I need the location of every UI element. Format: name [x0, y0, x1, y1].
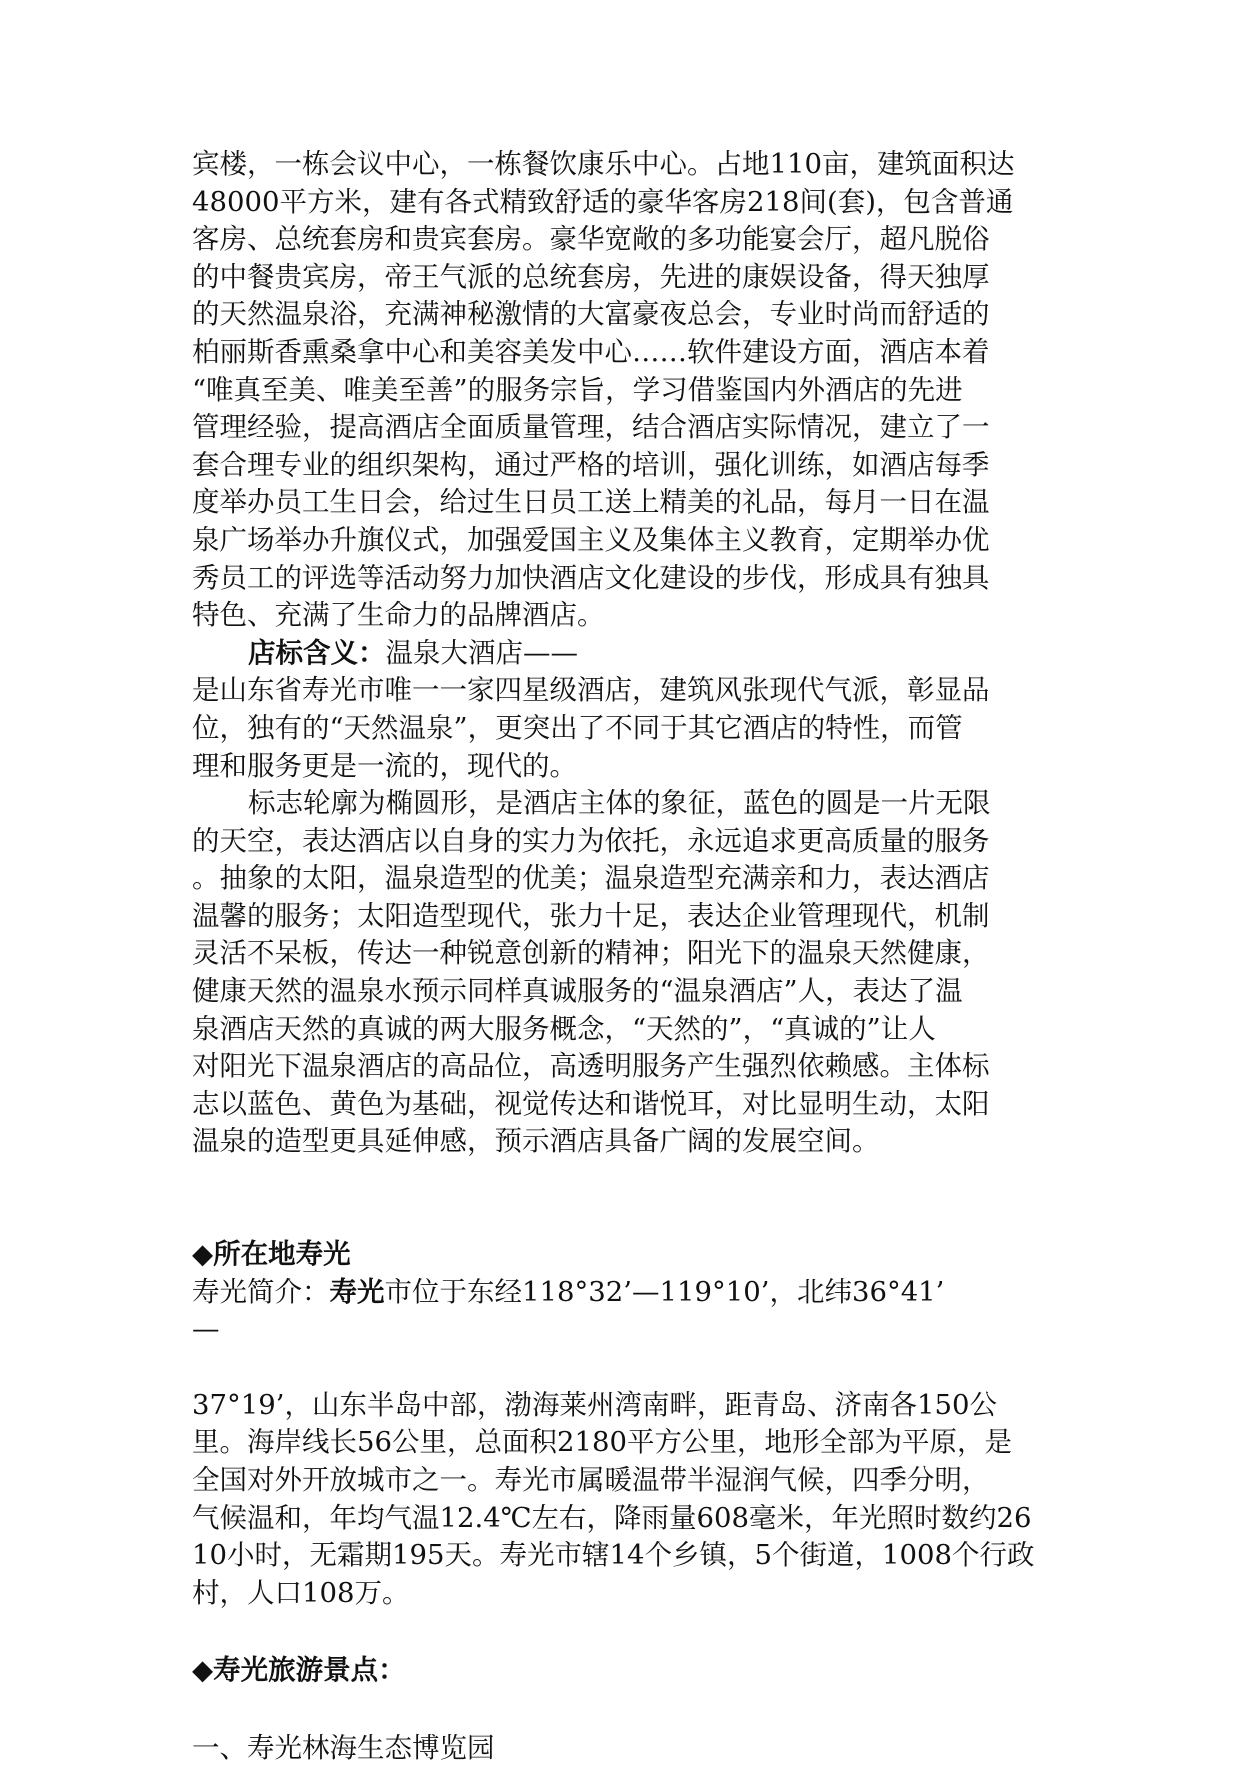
- text-line: 48000平方米，建有各式精致舒适的豪华客房218间(套)，包含普通: [192, 185, 1014, 218]
- dash-line: —: [192, 1313, 220, 1346]
- intro-city-name: 寿光: [329, 1275, 385, 1308]
- text-line: 里。海岸线长56公里，总面积2180平方公里，地形全部为平原，是: [192, 1426, 1012, 1459]
- text-line: 秀员工的评选等活动努力加快酒店文化建设的步伐，形成具有独具: [192, 561, 990, 594]
- text-line: 全国对外开放城市之一。寿光市属暖温带半湿润气候，四季分明，: [192, 1464, 990, 1496]
- document-body: [192, 146, 1050, 1768]
- text-line: 温泉的造型更具延伸感，预示酒店具备广阔的发展空间。: [192, 1125, 880, 1158]
- text-line: 灵活不呆板，传达一种锐意创新的精神；阳光下的温泉天然健康，: [192, 937, 990, 970]
- spacer: [192, 1161, 1050, 1236]
- text-line: 管理经验，提高酒店全面质量管理，结合酒店实际情况，建立了一: [192, 411, 990, 444]
- text-line: “唯真至美、唯美至善”的服务宗旨，学习借鉴国内外酒店的先进: [192, 373, 963, 406]
- logo-meaning-paragraph: [192, 635, 1050, 785]
- text-line: 标志轮廓为椭圆形，是酒店主体的象征，蓝色的圆是一片无限: [248, 787, 991, 820]
- text-line: 度举办员工生日会，给过生日员工送上精美的礼品，每月一日在温: [192, 486, 990, 519]
- logo-meaning-lead-line: [192, 635, 1050, 673]
- logo-meaning-label: 店标含义：: [248, 636, 386, 669]
- text-line: 村，人口108万。: [192, 1576, 410, 1609]
- text-line: 健康天然的温泉水预示同样真诚服务的“温泉酒店”人，表达了温: [192, 975, 963, 1008]
- section-heading: ◆所在地寿光: [192, 1238, 351, 1271]
- text-line: 宾楼，一栋会议中心，一栋餐饮康乐中心。占地110亩，建筑面积达: [192, 148, 1015, 180]
- intro-coordinates: 市位于东经118°32’—119°10’，北纬36°41’: [384, 1275, 945, 1308]
- text-line: 。抽象的太阳，温泉造型的优美；温泉造型充满亲和力，表达酒店: [192, 862, 990, 895]
- text-line: 泉广场举办升旗仪式，加强爱国主义及集体主义教育，定期举办优: [192, 523, 990, 556]
- spacer: [192, 1690, 1050, 1730]
- text-line: 泉酒店天然的真诚的两大服务概念，“天然的”，“真诚的”让人: [192, 1012, 936, 1045]
- text-line: 特色、充满了生命力的品牌酒店。: [192, 599, 605, 632]
- text-line: 对阳光下温泉酒店的高品位，高透明服务产生强烈依赖感。主体标: [192, 1050, 990, 1083]
- attraction-item: 一、寿光林海生态博览园: [192, 1731, 495, 1764]
- text-line: 柏丽斯香熏桑拿中心和美容美发中心……软件建设方面，酒店本着: [192, 335, 990, 368]
- logo-description-paragraph: [192, 785, 1050, 1161]
- text-line: 理和服务更是一流的，现代的。: [192, 749, 577, 782]
- text-line: 志以蓝色、黄色为基础，视觉传达和谐悦耳，对比显明生动，太阳: [192, 1087, 990, 1120]
- text-line: 套合理专业的组织架构，通过严格的培训，强化训练，如酒店每季: [192, 448, 990, 481]
- intro-label: 寿光简介：: [192, 1275, 330, 1308]
- location-section: [192, 1236, 1050, 1612]
- text-line: 是山东省寿光市唯一一家四星级酒店，建筑风张现代气派，彰显品: [192, 674, 990, 707]
- spacer: [192, 1349, 1050, 1387]
- text-line: 37°19’，山东半岛中部，渤海莱州湾南畔，距青岛、济南各150公: [192, 1388, 997, 1421]
- attractions-section: [192, 1652, 1050, 1767]
- location-intro-line: [192, 1274, 1050, 1312]
- text-line: 的天空，表达酒店以自身的实力为依托，永远追求更高质量的服务: [192, 824, 990, 857]
- text-line: 客房、总统套房和贵宾套房。豪华宽敞的多功能宴会厅，超凡脱俗: [192, 223, 990, 256]
- text-line: 10小时，无霜期195天。寿光市辖14个乡镇，5个街道，1008个行政: [192, 1539, 1035, 1572]
- section-heading: ◆寿光旅游景点：: [192, 1654, 406, 1687]
- text-line: 的中餐贵宾房，帝王气派的总统套房，先进的康娱设备，得天独厚: [192, 260, 990, 293]
- text-line: 位，独有的“天然温泉”，更突出了不同于其它酒店的特性，而管: [192, 711, 963, 744]
- text-line: 气候温和，年均气温12.4℃左右，降雨量608毫米，年光照时数约26: [192, 1501, 1032, 1534]
- hotel-intro-paragraph: [192, 146, 1050, 635]
- text-line: 的天然温泉浴，充满神秘激情的大富豪夜总会，专业时尚而舒适的: [192, 298, 990, 331]
- spacer: [192, 1612, 1050, 1652]
- text-line: 温馨的服务；太阳造型现代，张力十足，表达企业管理现代，机制: [192, 899, 990, 932]
- logo-meaning-lead-text: 温泉大酒店——: [385, 636, 578, 669]
